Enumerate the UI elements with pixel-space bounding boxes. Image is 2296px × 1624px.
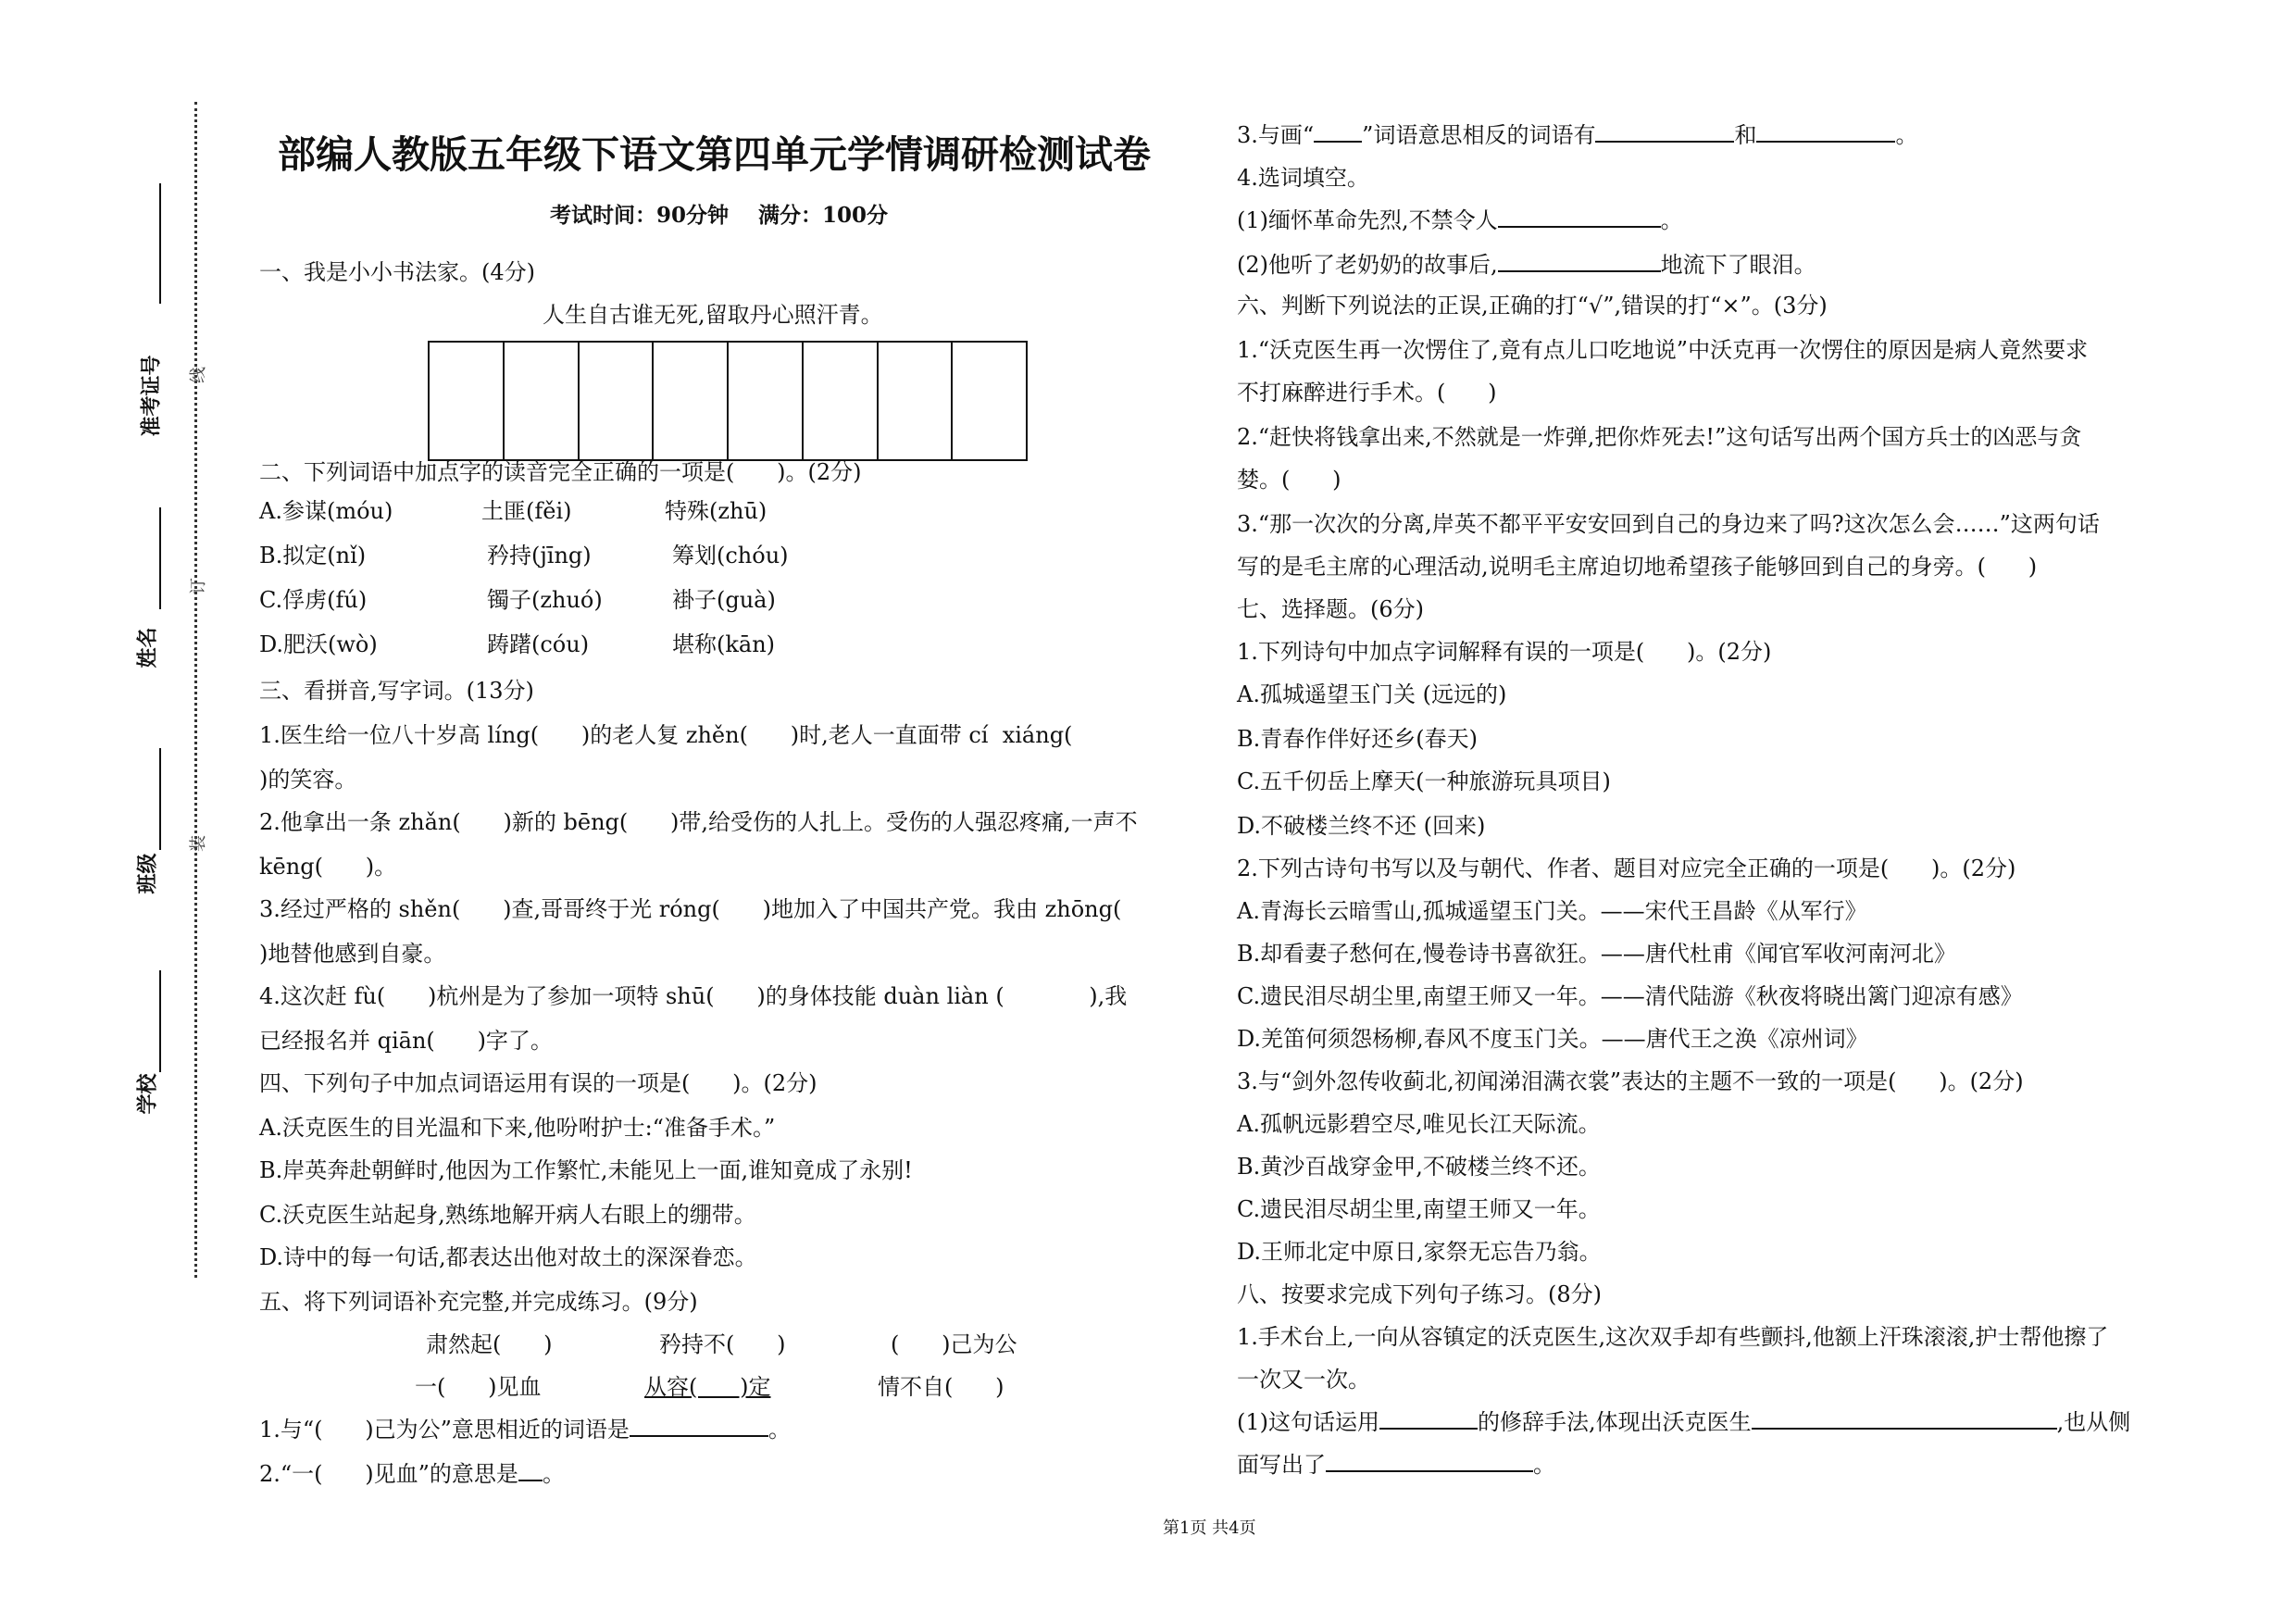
option-a-word-2: 土匪(fěi) <box>481 498 572 524</box>
s8-q1-blank-3[interactable] <box>1326 1450 1533 1472</box>
r-q4-1: (1)缅怀革命先烈,不禁令人 。 <box>1237 207 1683 233</box>
s6-line-2: 不打麻醉进行手术。( ) <box>1237 380 1497 406</box>
s3-line-6: )地替他感到自豪。 <box>259 941 446 967</box>
r-q3: 3.与画“ ”词语意思相反的词语有 和 。 <box>1237 122 1918 148</box>
idiom-5: 从容( )定 <box>644 1374 771 1400</box>
idiom-4: 一( )见血 <box>415 1374 542 1400</box>
r-q4-2-text-a: (2)他听了老奶奶的故事后, <box>1237 252 1498 278</box>
r-q3-text-b: ”词语意思相反的词语有 <box>1362 122 1596 148</box>
s7-line-6: 2.下列古诗句书写以及与朝代、作者、题目对应完全正确的一项是( )。(2分) <box>1237 856 2016 881</box>
s7-line-8: B.却看妻子愁何在,慢卷诗书喜欲狂。——唐代杜甫《闻官军收河南河北》 <box>1237 941 1956 967</box>
s7-line-3: B.青春作伴好还乡(春天) <box>1237 726 1478 752</box>
s4-option-a: A.沃克医生的目光温和下来,他吩咐护士:“准备手术。” <box>259 1115 776 1141</box>
section-8-heading: 八、按要求完成下列句子练习。(8分) <box>1237 1281 1602 1307</box>
class-answer-line <box>159 748 161 850</box>
s8-q1-blank-1[interactable] <box>1379 1407 1478 1430</box>
s7-line-9: C.遗民泪尽胡尘里,南望王师又一年。——清代陆游《秋夜将晓出篱门迎凉有感》 <box>1237 983 2023 1009</box>
name-answer-line <box>159 507 161 609</box>
idiom-6: 情不自( ) <box>878 1374 1004 1400</box>
option-b-word-2: 矜持(jīng) <box>487 543 592 568</box>
r-q4-1-blank[interactable] <box>1498 206 1661 228</box>
section-3-heading: 三、看拼音,写字词。(13分) <box>259 678 534 704</box>
section-1-heading: 一、我是小小书法家。(4分) <box>259 259 535 285</box>
s3-line-2: )的笑容。 <box>259 767 357 793</box>
page-title: 部编人教版五年级下语文第四单元学情调研检测试卷 <box>278 132 1151 177</box>
writing-cell[interactable] <box>505 343 580 459</box>
option-a-word-1: A.参谋(móu) <box>259 498 393 524</box>
option-a-word-3: 特殊(zhū) <box>665 498 767 524</box>
s8-q1-text-b: 的修辞手法,体现出沃克医生 <box>1478 1409 1752 1435</box>
s3-line-4: kēng( )。 <box>259 854 397 880</box>
binding-mark-ding: 订 <box>189 578 208 594</box>
s3-line-7: 4.这次赶 fù( )杭州是为了参加一项特 shū( )的身体技能 duàn liàn ( ),我 <box>259 983 1128 1009</box>
r-q4-1-text: (1)缅怀革命先烈,不禁令人 <box>1237 207 1498 233</box>
s3-line-3: 2.他拿出一条 zhǎn( )新的 bēng( )带,给受伤的人扎上。受伤的人强忍疼痛,一声不 <box>259 809 1138 835</box>
s4-option-d: D.诗中的每一句话,都表达出他对故土的深深眷恋。 <box>259 1244 757 1270</box>
s8-q1-blank-2[interactable] <box>1752 1407 2057 1430</box>
s7-line-1: 1.下列诗句中加点字词解释有误的一项是( )。(2分) <box>1237 639 1772 665</box>
s8-q1 <box>1237 1407 2130 1437</box>
s4-option-c: C.沃克医生站起身,熟练地解开病人右眼上的绷带。 <box>259 1202 756 1228</box>
option-d-word-2: 踌躇(cóu) <box>487 631 590 657</box>
s6-line-1: 1.“沃克医生再一次愣住了,竟有点儿口吃地说”中沃克再一次愣住的原因是病人竟然要求 <box>1237 337 2089 363</box>
s8-q1-cont: 面写出了 。 <box>1237 1452 1555 1478</box>
writing-cell[interactable] <box>430 343 505 459</box>
s7-line-4: C.五千仞岳上摩天(一种旅游玩具项目) <box>1237 768 1611 794</box>
exam-info: 考试时间：90分钟 满分：100分 <box>550 203 889 228</box>
writing-cell[interactable] <box>804 343 879 459</box>
name-label: 姓名 <box>135 627 160 668</box>
class-label: 班级 <box>135 853 160 894</box>
s8-line-1: 1.手术台上,一向从容镇定的沃克医生,这次双手却有些颤抖,他额上汗珠滚滚,护士帮他擦了 <box>1237 1324 2109 1350</box>
page-number: 第1页 共4页 <box>1163 1518 1256 1538</box>
option-b-word-1: B.拟定(nǐ) <box>259 543 367 568</box>
section-6-heading: 六、判断下列说法的正误,正确的打“√”,错误的打“×”。(3分) <box>1237 293 1828 319</box>
binding-dotted-line <box>194 102 197 1278</box>
section-7-heading: 七、选择题。(6分) <box>1237 596 1424 622</box>
writing-grid[interactable] <box>428 341 1028 461</box>
s6-line-5: 3.“那一次次的分离,岸英不都平平安安回到自己的身边来了吗?这次怎么会……”这两句话 <box>1237 511 2100 537</box>
idiom-2: 矜持不( ) <box>659 1331 786 1357</box>
s6-line-3: 2.“赶快将钱拿出来,不然就是一炸弹,把你炸死去!”这句话写出两个国方兵士的凶恶与贪 <box>1237 424 2082 450</box>
writing-cell[interactable] <box>654 343 729 459</box>
option-d-word-3: 堪称(kān) <box>672 631 776 657</box>
option-c-word-1: C.俘虏(fú) <box>259 587 368 613</box>
s7-line-5: D.不破楼兰终不还 (回来) <box>1237 813 1486 839</box>
option-c-word-2: 镯子(zhuó) <box>487 587 603 613</box>
writing-cell[interactable] <box>953 343 1026 459</box>
calligraphy-poem: 人生自古谁无死,留取丹心照汗青。 <box>543 302 883 328</box>
s5-q2-blank[interactable] <box>518 1459 543 1481</box>
r-q3-text-c: 和 <box>1734 122 1757 148</box>
idiom-1: 肃然起( ) <box>426 1331 553 1357</box>
s3-line-1: 1.医生给一位八十岁高 líng( )的老人复 zhěn( )时,老人一直面带 cí xiáng( <box>259 722 1073 748</box>
r-q4: 4.选词填空。 <box>1237 165 1369 191</box>
s5-q1: 1.与“( )己为公”意思相近的词语是 。 <box>259 1417 791 1443</box>
section-2-heading: 二、下列词语中加点字的读音完全正确的一项是( )。(2分) <box>259 459 862 485</box>
idiom-3: ( )己为公 <box>891 1331 1017 1357</box>
school-label: 学校 <box>135 1073 160 1115</box>
s7-line-15: D.王师北定中原日,家祭无忘告乃翁。 <box>1237 1239 1602 1265</box>
option-d-word-1: D.肥沃(wò) <box>259 631 378 657</box>
section-5-heading: 五、将下列词语补充完整,并完成练习。(9分) <box>259 1289 698 1315</box>
s8-line-2: 一次又一次。 <box>1237 1367 1370 1393</box>
binding-mark-xian: 线 <box>189 367 208 383</box>
school-answer-line <box>159 970 161 1072</box>
r-q3-text-a: 3.与画“ <box>1237 122 1315 148</box>
s5-q2: 2.“一( )见血”的意思是 。 <box>259 1461 565 1487</box>
s7-line-13: B.黄沙百战穿金甲,不破楼兰终不还。 <box>1237 1154 1601 1180</box>
s8-q1-text-a: (1)这句话运用 <box>1237 1409 1379 1435</box>
s5-q1-text: 1.与“( )己为公”意思相近的词语是 <box>259 1417 630 1443</box>
s4-option-b: B.岸英奔赴朝鲜时,他因为工作繁忙,未能见上一面,谁知竟成了永别! <box>259 1157 913 1183</box>
r-q3-blank-1[interactable] <box>1314 120 1362 143</box>
s5-q2-text: 2.“一( )见血”的意思是 <box>259 1461 518 1487</box>
s8-q1-text-c: ,也从侧 <box>2056 1409 2131 1435</box>
s5-q1-blank[interactable] <box>630 1415 768 1437</box>
writing-cell[interactable] <box>580 343 655 459</box>
r-q4-2-blank[interactable] <box>1498 250 1661 272</box>
option-c-word-3: 褂子(guà) <box>672 587 776 613</box>
s7-line-2: A.孤城遥望玉门关 (远远的) <box>1237 681 1507 707</box>
writing-cell[interactable] <box>879 343 954 459</box>
s3-line-8: 已经报名并 qiān( )字了。 <box>259 1028 553 1054</box>
s7-line-7: A.青海长云暗雪山,孤城遥望玉门关。——宋代王昌龄《从军行》 <box>1237 898 1867 924</box>
r-q3-blank-2[interactable] <box>1595 120 1734 143</box>
binding-mark-zhuang: 装 <box>189 835 208 852</box>
r-q4-2 <box>1237 250 1816 280</box>
s8-q1-text-d: 面写出了 <box>1237 1452 1326 1478</box>
exam-id-answer-line <box>159 183 161 304</box>
exam-id-label: 准考证号 <box>139 355 164 437</box>
option-b-word-3: 筹划(chóu) <box>672 543 789 568</box>
s7-line-11: 3.与“剑外忽传收蓟北,初闻涕泪满衣裳”表达的主题不一致的一项是( )。(2分) <box>1237 1068 2024 1094</box>
s7-line-14: C.遗民泪尽胡尘里,南望王师又一年。 <box>1237 1196 1601 1222</box>
s3-line-5: 3.经过严格的 shěn( )查,哥哥终于光 róng( )地加入了中国共产党。我由 zhōng( <box>259 896 1122 922</box>
section-4-heading: 四、下列句子中加点词语运用有误的一项是( )。(2分) <box>259 1070 817 1096</box>
s7-line-12: A.孤帆远影碧空尽,唯见长江天际流。 <box>1237 1111 1601 1137</box>
s6-line-4: 婪。( ) <box>1237 467 1341 493</box>
s6-line-6: 写的是毛主席的心理活动,说明毛主席迫切地希望孩子能够回到自己的身旁。( ) <box>1237 554 2038 580</box>
s7-line-10: D.羌笛何须怨杨柳,春风不度玉门关。——唐代王之涣《凉州词》 <box>1237 1026 1868 1052</box>
r-q3-blank-3[interactable] <box>1756 120 1895 143</box>
writing-cell[interactable] <box>729 343 804 459</box>
r-q4-2-text-b: 地流下了眼泪。 <box>1660 252 1816 278</box>
